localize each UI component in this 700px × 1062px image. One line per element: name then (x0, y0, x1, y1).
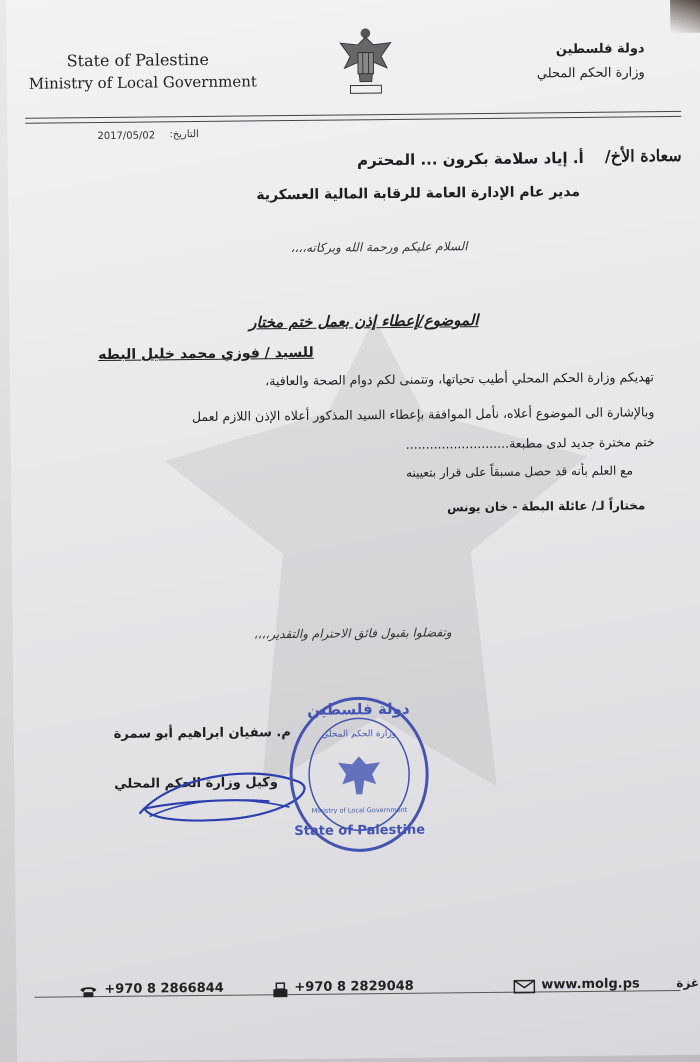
signatory-title: وكيل وزارة الحكم المحلي (114, 775, 278, 792)
body-line-3: ختم مخترة جديد لدى مطبعة.......................... (405, 434, 655, 452)
eagle-emblem-icon (336, 22, 395, 103)
letter-sheet (6, 0, 700, 1062)
stamp-ar-ministry: وزارة الحكم المحلي (321, 728, 397, 740)
body-line-5: مختاراً لـ/ عائلة البطة - خان يونس (446, 498, 646, 515)
body-line-2: وبالإشارة الى الموضوع أعلاه، نأمل الموافقة بإعطاء السيد المذكور أعلاه الإذن اللازم لعمل (191, 404, 655, 425)
recipient-title: مدير عام الإدارة العامة للرقابة المالية العسكرية (256, 183, 581, 204)
recipient-name: أ. إياد سلامة بكرون ... المحترم (357, 148, 584, 170)
fax-icon (272, 982, 288, 998)
footer-website: www.molg.ps (541, 976, 640, 993)
closing-line: وتفضلوا بقبول فائق الاحترام والتقدير،،،، (253, 625, 452, 642)
header-en-state: State of Palestine (66, 49, 209, 71)
subject-line: الموضوع/إعطاء إذن بعمل ختم مختار (249, 311, 479, 332)
footer-fax: +970 8 2829048 (294, 978, 414, 996)
stamp-en-ministry: Ministry of Local Government (311, 805, 408, 815)
phone-icon (78, 984, 98, 998)
body-line-1: تهديكم وزارة الحكم المحلي أطيب تحياتها، وتتمنى لكم دوام الصحة والعافية، (265, 369, 655, 389)
background-corner (670, 0, 700, 33)
salutation-handwritten: سعادة الأخ/ (604, 145, 682, 166)
body-line-4: مع العلم بأنه قد حصل مسبقاً على قرار بتعيينه (405, 463, 634, 480)
header-ar-state: دولة فلسطين (555, 41, 645, 58)
mail-icon (513, 980, 535, 994)
header-ar-ministry: وزارة الحكم المحلي (536, 65, 645, 82)
greeting: السلام عليكم ورحمة الله وبركاته،،،، (290, 239, 468, 256)
subject-person: للسيد / فوزي محمد خليل البطه (98, 344, 314, 364)
date-value: 2017/05/02 (97, 130, 156, 143)
footer-phone: +970 8 2866844 (104, 980, 224, 998)
footer-city: غزة (676, 975, 700, 991)
official-stamp (283, 686, 435, 858)
date-label: التاريخ: (169, 128, 199, 141)
header-en-ministry: Ministry of Local Government (28, 72, 257, 93)
stamp-en-state: State of Palestine (294, 822, 426, 840)
stamp-ar-state: دولة فلسطين (307, 699, 410, 719)
signatory-name: م. سفيان ابراهيم أبو سمرة (113, 725, 291, 742)
